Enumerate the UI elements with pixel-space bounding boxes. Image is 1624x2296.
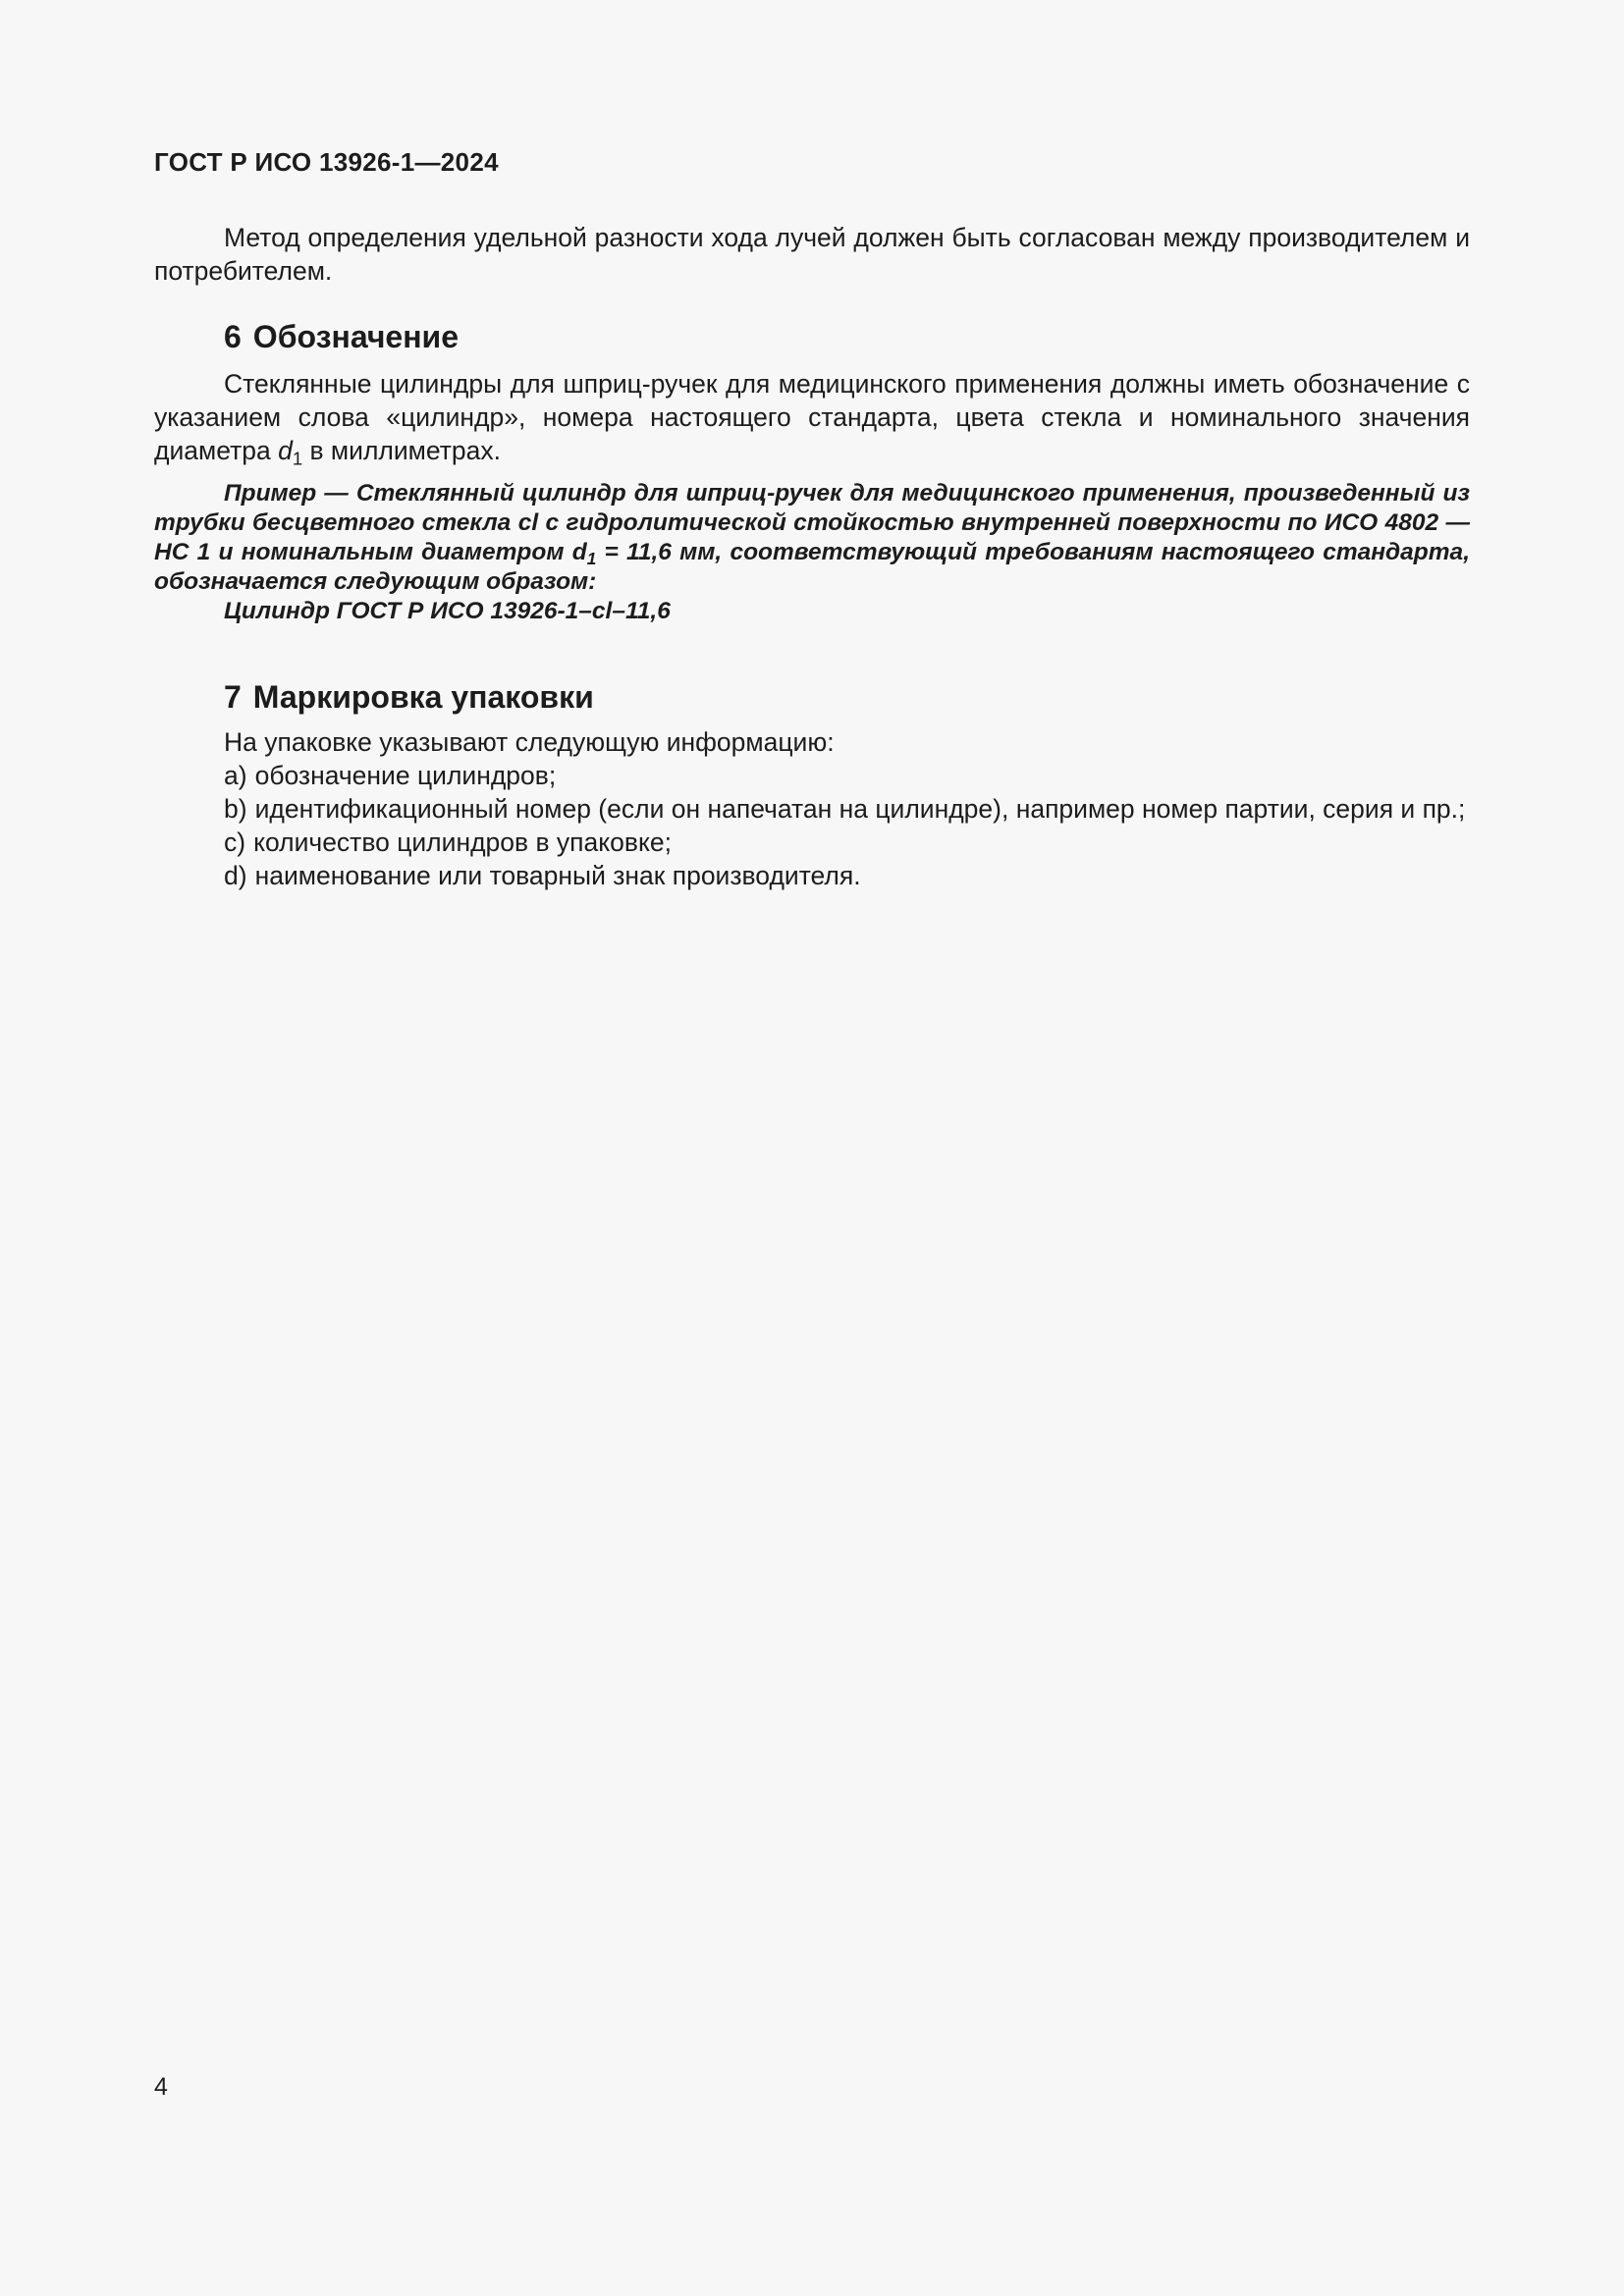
section-7-title: Маркировка упаковки — [252, 679, 594, 715]
list-item-marker: c) — [224, 828, 246, 857]
section-6-text-part1: Стеклянные цилиндры для шприц-ручек для медицинского применения должны иметь обозначение с указанием слова «цилиндр», номера настоящего стандарта, цвета стекла и номинального значения диаметра — [154, 369, 1470, 465]
list-item — [154, 759, 1470, 792]
list-item-text: обозначение цилиндров; — [254, 761, 557, 790]
example-text-part2: = 11,6 мм, соответствующий требованиям настоящего стандарта, обозначается следующим образом: — [154, 539, 1470, 595]
section-6-heading — [154, 317, 1470, 356]
list-item-marker: b) — [224, 794, 247, 824]
section-6-number: 6 — [224, 319, 242, 354]
document-header: ГОСТ Р ИСО 13926-1—2024 — [154, 147, 499, 177]
section-7-heading — [154, 677, 1470, 717]
list-item — [154, 792, 1470, 826]
list-item-text: наименование или товарный знак производителя. — [254, 861, 861, 890]
example-symbol: d — [571, 539, 587, 565]
list-item-marker: a) — [224, 761, 247, 790]
example-symbol-subscript: 1 — [586, 549, 597, 569]
designation-example — [154, 479, 1470, 597]
intro-paragraph: Метод определения удельной разности хода лучей должен быть согласован между производителем и потребителем. — [154, 223, 1470, 286]
list-item-text: идентификационный номер (если он напечатан на цилиндре), например номер партии, серия и пр.; — [254, 794, 1466, 824]
document-body — [154, 221, 1470, 892]
example-designation: Цилиндр ГОСТ Р ИСО 13926-1–cl–11,6 — [224, 598, 671, 624]
section-6-paragraph — [154, 367, 1470, 467]
diameter-symbol-subscript: 1 — [292, 448, 303, 469]
example-text-part1: Пример — Стеклянный цилиндр для шприц-ручек для медицинского применения, произведенный из трубки бесцветного стекла cl с гидролитической стойкостью внутренней поверхности по ИСО 4802 — HC 1 и номинальным диаметром — [154, 480, 1470, 565]
section-6-title: Обозначение — [252, 319, 459, 354]
list-item — [154, 826, 1470, 859]
section-7-number: 7 — [224, 679, 242, 715]
list-item-text: количество цилиндров в упаковке; — [253, 828, 672, 857]
section-6-text-part2: в миллиметрах. — [302, 436, 501, 465]
diameter-symbol: d — [278, 436, 293, 465]
page-number: 4 — [154, 2073, 168, 2101]
section-7-lead: На упаковке указывают следующую информацию: — [224, 727, 835, 757]
list-item — [154, 859, 1470, 892]
list-item-marker: d) — [224, 861, 247, 890]
